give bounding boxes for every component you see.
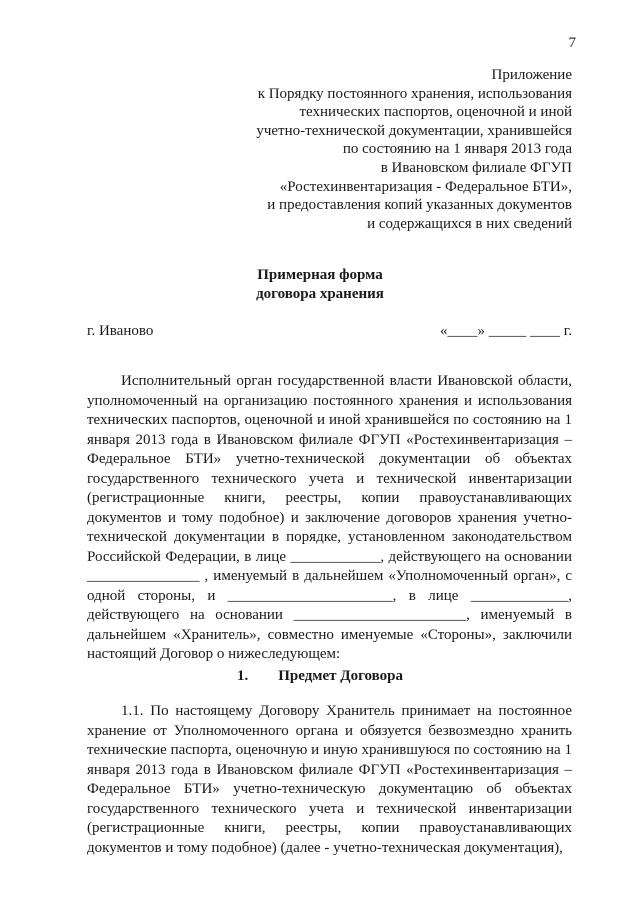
intro-paragraph-text: Исполнительный орган государственной власти Ивановской области, уполномоченный на организацию постоянного хранения и использования технических паспортов, оценочной и иной хранившейся по состоянию на 1 января 2013 года в Ивановском филиале ФГУП «Ростехинвентаризация – Федеральное БТИ» учетно-технической документации об объектах государственного технического учета и технической инвентаризации (регистрационные книги, реестры, копии правоустанавливающих документов и тому подобное) и заключение договоров хранения учетно-технической документации в порядке, установленном законодательством Российской Федерации, в лице ____________, действующего на основании _______________ , именуемый в дальнейшем «Уполномоченный орган», с одной стороны, и ______________________, в лице _____________, действующего на основании _______________________, именуемый в дальнейшем «Хранитель», совместно именуемые «Стороны», заключили настоящий Договор о нижеследующем:: [87, 373, 572, 662]
form-title: [0, 266, 640, 303]
contract-city: г. Иваново: [87, 323, 154, 339]
page-number: 7: [568, 35, 576, 51]
appendix-line: «Ростехинвентаризация - Федеральное БТИ»,: [279, 178, 572, 195]
section-number: 1.: [236, 668, 249, 684]
contract-date: «____» _____ ____ г.: [440, 323, 572, 339]
appendix-line: и предоставления копий указанных документов: [267, 197, 572, 214]
appendix-line: учетно-технической документации, хранившейся: [256, 122, 572, 139]
appendix-line: технических паспортов, оценочной и иной: [299, 104, 572, 121]
intro-paragraph: [87, 372, 572, 665]
form-title-line-2: договора хранения: [256, 285, 384, 302]
appendix-header: [172, 66, 572, 233]
appendix-line: и содержащихся в них сведений: [367, 215, 572, 232]
section-heading: [0, 668, 640, 685]
form-title-line-1: Примерная форма: [257, 267, 383, 283]
clause-1-1: [87, 702, 572, 858]
appendix-line: Приложение: [491, 67, 572, 83]
clause-1-1-text: 1.1. По настоящему Договору Хранитель принимает на постоянное хранение от Уполномоченного органа и обязуется безвозмездно хранить технические паспорта, оценочную и иную хранившуюся по состоянию на 1 января 2013 года в Ивановском филиале ФГУП «Ростехинвентаризация – Федеральное БТИ» учетно-техническую документацию об объектах государственного технического учета и технической инвентаризации (регистрационные книги, реестры, копии правоустанавливающих документов и тому подобное) (далее - учетно-техническая документация),: [87, 703, 572, 856]
section-title: Предмет Договора: [278, 668, 404, 684]
appendix-line: по состоянию на 1 января 2013 года: [342, 141, 572, 158]
appendix-line: к Порядку постоянного хранения, использования: [257, 85, 572, 102]
appendix-line: в Ивановском филиале ФГУП: [380, 159, 572, 176]
